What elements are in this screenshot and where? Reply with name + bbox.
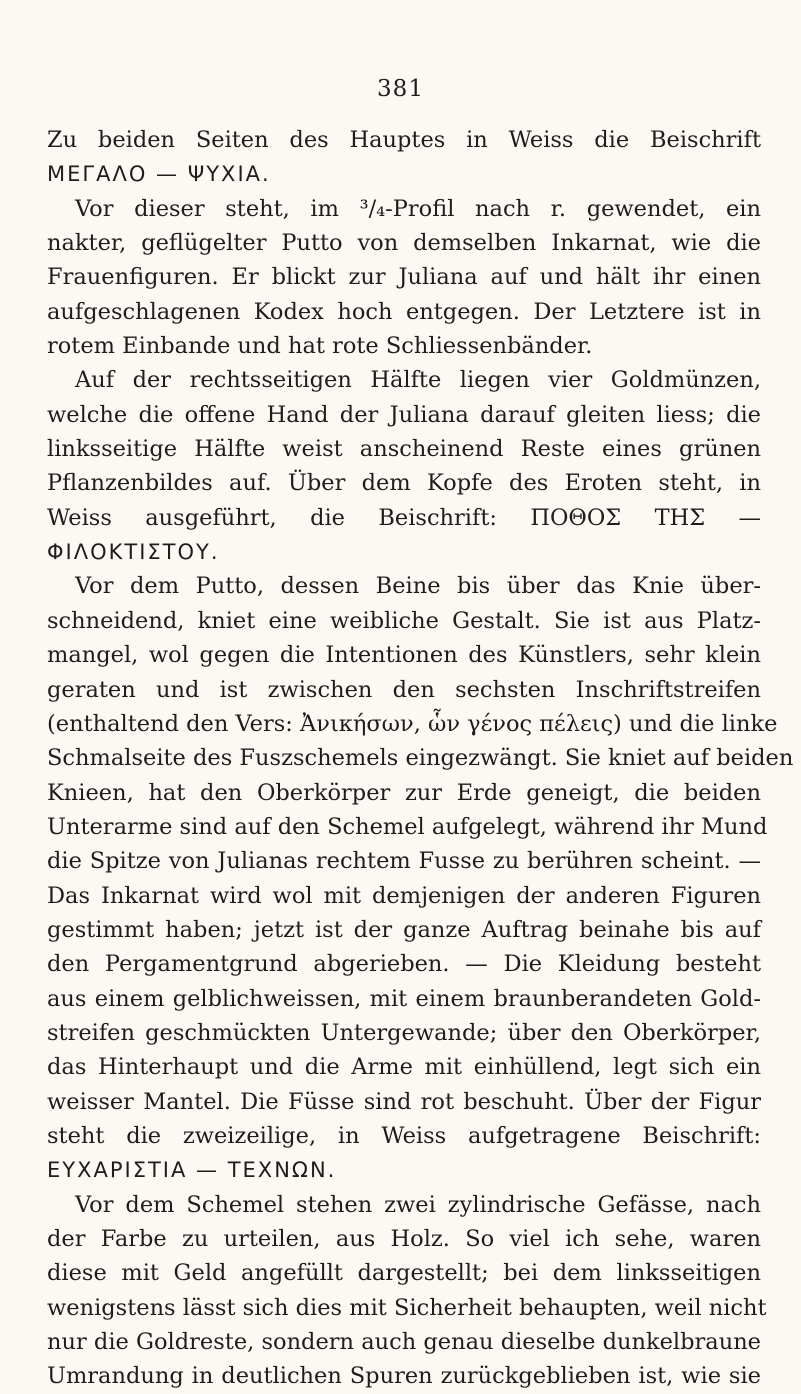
text-line: die Spitze von Julianas rechtem Fusse zu berühren scheint. — bbox=[47, 848, 761, 875]
text-line: aufgeschlagenen Kodex hoch entgegen. Der Letztere ist in bbox=[47, 298, 761, 325]
text-line: Vor dem Putto, dessen Beine bis über das Knie über- bbox=[75, 573, 761, 600]
text-line: Pflanzenbildes auf. Über dem Kopfe des Eroten steht, in bbox=[47, 470, 761, 497]
text-line: der Farbe zu urteilen, aus Holz. So viel ich sehe, waren bbox=[47, 1226, 761, 1252]
text-line: linksseitige Hälfte weist anscheinend Reste eines grünen bbox=[47, 436, 761, 463]
text-line: Weiss ausgeführt, die Beischrift: ΠΟΘΟΣ ΤΗΣ — bbox=[47, 504, 761, 531]
text-line: Vor dieser steht, im ³/₄-Profil nach r. gewendet, ein bbox=[75, 195, 761, 222]
text-line: Das Inkarnat wird wol mit demjenigen der anderen Figuren bbox=[47, 882, 761, 909]
text-line: Umrandung in deutlichen Spuren zurückgeblieben ist, wie sie bbox=[47, 1363, 761, 1390]
text-line: Schmalseite des Fuszschemels eingezwängt. Sie kniet auf beiden bbox=[47, 745, 794, 772]
text-line: aus einem gelblichweissen, mit einem braunberandeten Gold- bbox=[47, 985, 761, 1012]
body-text bbox=[47, 123, 794, 1394]
text-line: schneidend, kniet eine weibliche Gestalt. Sie ist aus Platz- bbox=[47, 607, 761, 634]
text-line: diese mit Geld angefüllt dargestellt; bei dem linksseitigen bbox=[47, 1260, 761, 1287]
text-line: gestimmt haben; jetzt ist der ganze Auftrag beinahe bis auf bbox=[47, 916, 761, 943]
text-line: mangel, wol gegen die Intentionen des Künstlers, sehr klein bbox=[47, 642, 761, 669]
text-line: Zu beiden Seiten des Hauptes in Weiss die Beischrift bbox=[47, 127, 761, 153]
text-line: Knieen, hat den Oberkörper zur Erde geneigt, die beiden bbox=[47, 779, 761, 806]
text-line: rotem Einbande und hat rote Schliessenbänder. bbox=[47, 333, 593, 360]
text-line: streifen geschmückten Untergewande; über den Oberkörper, bbox=[47, 1019, 761, 1046]
text-line: Unterarme sind auf den Schemel aufgelegt, während ihr Mund bbox=[47, 813, 768, 840]
text-line: nur die Goldreste, sondern auch genau dieselbe dunkelbraune bbox=[47, 1329, 761, 1356]
text-line: wenigstens lässt sich dies mit Sicherheit behaupten, weil nicht bbox=[47, 1294, 767, 1321]
text-line: den Pergamentgrund abgerieben. — Die Kleidung besteht bbox=[47, 951, 761, 978]
text-line: weisser Mantel. Die Füsse sind rot beschuht. Über der Figur bbox=[47, 1088, 761, 1115]
inscription-line: MEΓΑΛΟ — ΨΥΧΙΑ. bbox=[47, 162, 271, 187]
text-line: welche die offene Hand der Juliana darauf gleiten liess; die bbox=[47, 401, 761, 428]
text-line: Frauenfiguren. Er blickt zur Juliana auf und hält ihr einen bbox=[47, 264, 761, 291]
text-line: das Hinterhaupt und die Arme mit einhüllend, legt sich ein bbox=[47, 1054, 761, 1081]
text-line-with-greek: (enthaltend den Vers: Ἀνικήσων, ὧν γένος πέλεις) und die linke bbox=[47, 710, 778, 737]
text-line: geraten und ist zwischen den sechsten Inschriftstreifen bbox=[47, 676, 761, 703]
inscription-line: ΦΙΛΟΚΤΙΣΤΟΥ. bbox=[47, 540, 220, 565]
page-number: 381 bbox=[377, 76, 424, 102]
text-line: steht die zweizeilige, in Weiss aufgetragene Beischrift: bbox=[47, 1122, 761, 1149]
text-line: Vor dem Schemel stehen zwei zylindrische Gefässe, nach bbox=[75, 1191, 761, 1218]
inscription-line: ΕΥΧΑΡΙΣΤΙΑ — ΤΕΧΝΩΝ. bbox=[47, 1158, 337, 1183]
text-line: Auf der rechtsseitigen Hälfte liegen vier Goldmünzen, bbox=[75, 367, 761, 394]
text-line: nakter, geflügelter Putto von demselben Inkarnat, wie die bbox=[47, 230, 761, 257]
